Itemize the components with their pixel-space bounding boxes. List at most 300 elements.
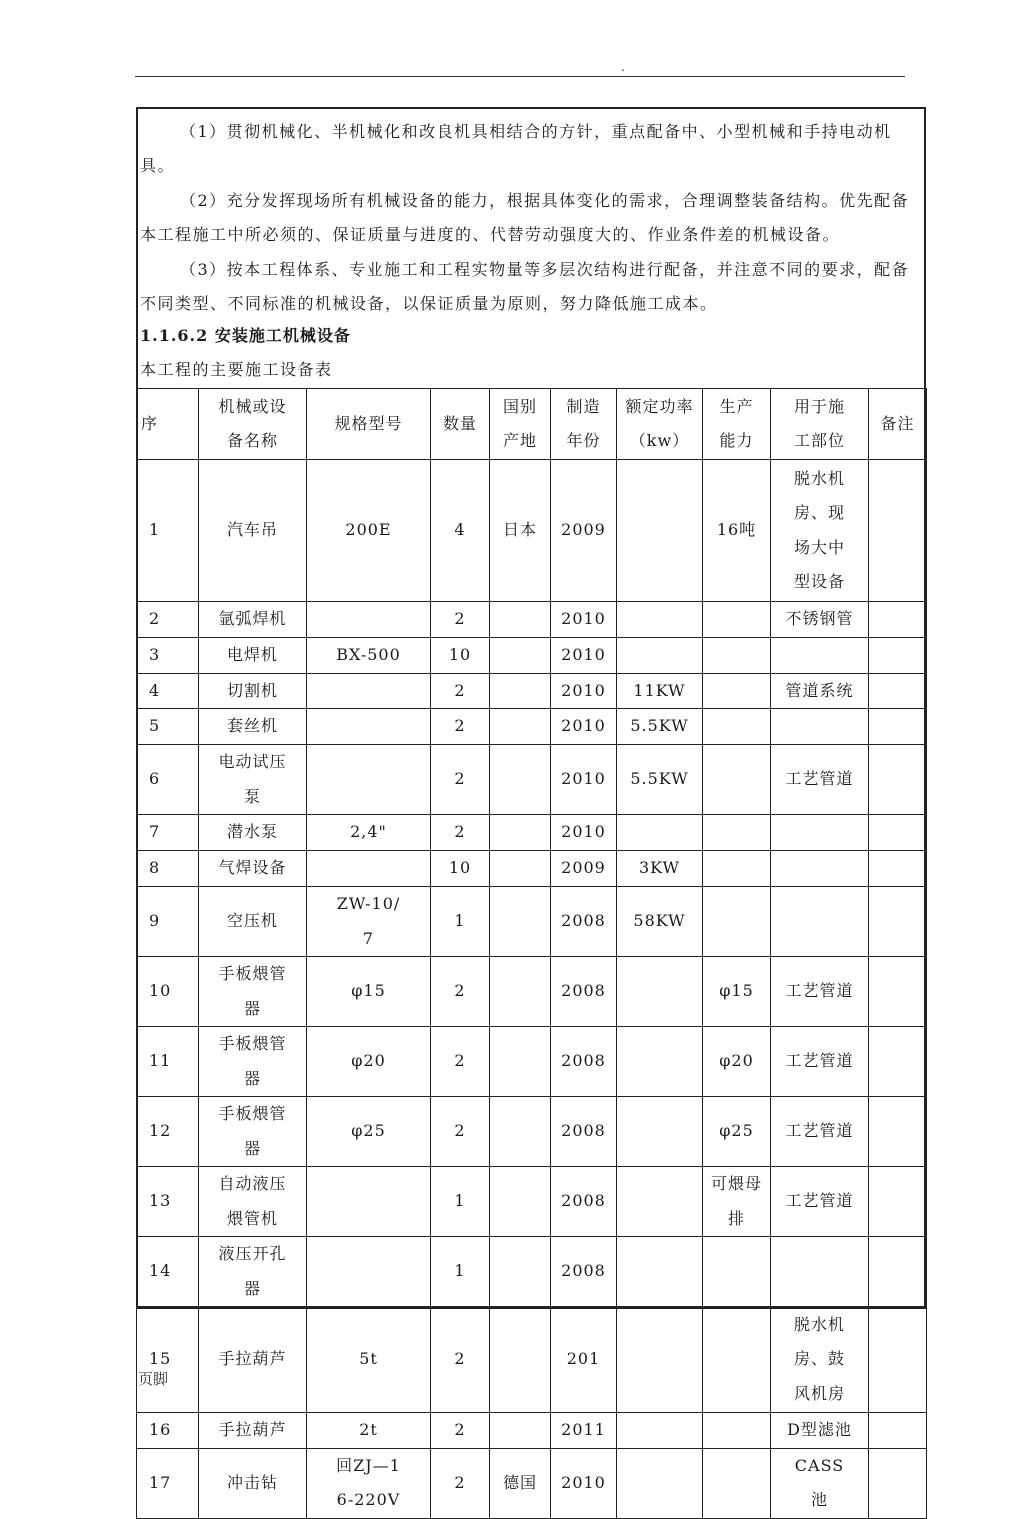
header-name (199, 389, 307, 460)
cell-name-text: 气焊设备 (218, 858, 287, 878)
cell-seq-text: 5 (149, 716, 161, 736)
cell-year (551, 745, 617, 815)
header-qty: 数量 (431, 389, 490, 460)
cell-qty (431, 1167, 490, 1237)
cell-spec (307, 1237, 431, 1307)
header-capacity (703, 389, 771, 460)
cell-year (551, 1413, 617, 1449)
cell-capacity-text: 16吨 (716, 520, 757, 540)
cell-name (199, 1413, 307, 1449)
cell-note (869, 887, 927, 957)
cell-spec-text: BX-500 (336, 645, 401, 664)
cell-qty-text: 2 (454, 680, 466, 700)
header-seq: 序 (137, 389, 199, 460)
cell-qty-text: 2 (454, 822, 466, 842)
cell-seq (137, 887, 199, 957)
cell-origin-text: 日本 (502, 520, 537, 540)
cell-name (199, 815, 307, 851)
cell-usage-text: 脱水机房、鼓风机房 (793, 1314, 845, 1403)
cell-capacity (703, 851, 771, 887)
cell-year-text: 2008 (561, 1261, 606, 1281)
cell-spec-text: 回ZJ—16-220V (336, 1455, 401, 1509)
cell-origin (490, 460, 551, 602)
cell-name (199, 1027, 307, 1097)
cell-spec-text: φ20 (351, 1051, 386, 1071)
header-year (551, 389, 617, 460)
cell-qty-text: 2 (454, 1349, 466, 1369)
cell-capacity-text: 可煨母排 (710, 1174, 762, 1228)
cell-spec-text: 2,4" (350, 822, 387, 842)
table-row (137, 460, 927, 602)
cell-year (551, 460, 617, 602)
cell-note (869, 815, 927, 851)
cell-spec (307, 460, 431, 602)
cell-note (869, 602, 927, 638)
cell-note (869, 709, 927, 745)
cell-power (617, 1027, 703, 1097)
table-row (137, 887, 927, 957)
table-row (137, 815, 927, 851)
cell-capacity (703, 638, 771, 674)
cell-note (869, 1413, 927, 1449)
page-footer: 页脚 (138, 1370, 169, 1388)
cell-usage (771, 460, 869, 602)
table-row (137, 957, 927, 1027)
cell-capacity (703, 1027, 771, 1097)
cell-seq (137, 1307, 199, 1413)
table-row (137, 1167, 927, 1237)
cell-qty (431, 1448, 490, 1518)
cell-qty-text: 2 (454, 1121, 466, 1141)
header-capacity-text: 生产能力 (719, 397, 754, 450)
paragraph-2-text: （2）充分发挥现场所有机械设备的能力，根据具体变化的需求，合理调整装备结构。优先配备本工程施工中所必须的、保证质量与进度的、代替劳动强度大的、作业条件差的机械设备。 (140, 191, 910, 244)
cell-origin (490, 1027, 551, 1097)
cell-power (617, 957, 703, 1027)
cell-usage (771, 602, 869, 638)
cell-note (869, 1027, 927, 1097)
cell-origin (490, 1448, 551, 1518)
cell-year (551, 957, 617, 1027)
cell-qty (431, 1413, 490, 1449)
cell-name-text: 自动液压煨管机 (218, 1174, 287, 1228)
cell-qty (431, 815, 490, 851)
cell-power (617, 673, 703, 709)
cell-origin (490, 638, 551, 674)
cell-power (617, 887, 703, 957)
cell-seq (137, 1027, 199, 1097)
cell-spec-text: φ25 (351, 1121, 386, 1141)
cell-origin (490, 1307, 551, 1413)
cell-note (869, 673, 927, 709)
cell-name (199, 460, 307, 602)
cell-origin (490, 1097, 551, 1167)
cell-year-text: 2010 (561, 680, 606, 700)
cell-year (551, 709, 617, 745)
cell-power-text: 5.5KW (630, 716, 689, 736)
paragraph-1-text: （1）贯彻机械化、半机械化和改良机具相结合的方针，重点配备中、小型机械和手持电动机具。 (140, 122, 892, 175)
cell-power (617, 1307, 703, 1413)
cell-qty (431, 673, 490, 709)
cell-seq-text: 13 (149, 1191, 172, 1211)
cell-seq-text: 7 (149, 822, 161, 842)
cell-seq-text: 2 (149, 609, 161, 629)
cell-usage (771, 745, 869, 815)
cell-year (551, 1448, 617, 1518)
cell-year-text: 2009 (561, 858, 606, 878)
cell-capacity (703, 1448, 771, 1518)
table-row (137, 1307, 927, 1413)
cell-name-text: 切割机 (226, 680, 278, 700)
cell-usage (771, 1097, 869, 1167)
cell-qty (431, 460, 490, 602)
cell-seq-text: 1 (149, 520, 161, 540)
table-row (137, 1237, 927, 1307)
equipment-table (136, 388, 927, 1519)
cell-power-text: 3KW (638, 858, 680, 878)
cell-capacity (703, 887, 771, 957)
cell-name-text: 套丝机 (226, 716, 278, 736)
cell-qty-text: 2 (454, 1420, 466, 1439)
cell-year (551, 673, 617, 709)
cell-spec-text: φ15 (351, 981, 386, 1001)
cell-seq (137, 957, 199, 1027)
table-row (137, 851, 927, 887)
cell-year (551, 638, 617, 674)
cell-spec (307, 1413, 431, 1449)
cell-origin (490, 957, 551, 1027)
table-row (137, 638, 927, 674)
cell-usage-text: 不锈钢管 (785, 609, 854, 629)
cell-note (869, 460, 927, 602)
cell-seq-text: 16 (149, 1420, 172, 1439)
table-header-row (137, 389, 927, 460)
cell-seq (137, 1413, 199, 1449)
cell-capacity (703, 602, 771, 638)
cell-note (869, 1307, 927, 1413)
cell-origin (490, 1167, 551, 1237)
cell-qty-text: 10 (448, 645, 472, 664)
table-row (137, 709, 927, 745)
cell-year-text: 2010 (561, 1472, 606, 1492)
cell-seq-text: 11 (149, 1051, 172, 1071)
cell-qty (431, 602, 490, 638)
cell-usage-text: 管道系统 (785, 680, 854, 700)
cell-seq (137, 1097, 199, 1167)
cell-name (199, 1307, 307, 1413)
cell-year (551, 602, 617, 638)
cell-capacity (703, 1097, 771, 1167)
cell-origin-text: 德国 (502, 1472, 537, 1492)
cell-qty (431, 851, 490, 887)
cell-year-text: 2011 (561, 1420, 606, 1439)
cell-usage (771, 1413, 869, 1449)
cell-spec (307, 673, 431, 709)
cell-usage (771, 815, 869, 851)
header-name-text: 机械或设备名称 (218, 397, 287, 450)
cell-year-text: 2008 (561, 1051, 606, 1071)
cell-qty-text: 2 (454, 1051, 466, 1071)
header-spec: 规格型号 (307, 389, 431, 460)
cell-usage-text: 工艺管道 (785, 981, 854, 1001)
cell-seq (137, 673, 199, 709)
cell-capacity (703, 1413, 771, 1449)
cell-usage (771, 1027, 869, 1097)
cell-name-text: 手板煨管器 (218, 1034, 287, 1088)
table-row (137, 1413, 927, 1449)
cell-name (199, 673, 307, 709)
cell-year (551, 1027, 617, 1097)
cell-spec-text: 200E (345, 520, 392, 540)
cell-capacity (703, 1307, 771, 1413)
cell-usage-text: D型滤池 (787, 1420, 852, 1439)
cell-seq (137, 1237, 199, 1307)
cell-name-text: 手板煨管器 (218, 1104, 287, 1158)
cell-spec (307, 1097, 431, 1167)
paragraph-2 (140, 184, 924, 252)
cell-seq-text: 9 (149, 911, 161, 931)
cell-qty (431, 957, 490, 1027)
cell-usage (771, 638, 869, 674)
cell-origin (490, 709, 551, 745)
cell-year-text: 2008 (561, 1191, 606, 1211)
cell-year-text: 2008 (561, 981, 606, 1001)
cell-note (869, 638, 927, 674)
cell-origin (490, 745, 551, 815)
cell-year-text: 2010 (561, 716, 606, 736)
cell-qty (431, 1237, 490, 1307)
cell-usage (771, 1237, 869, 1307)
cell-spec (307, 815, 431, 851)
cell-power (617, 638, 703, 674)
cell-usage (771, 1448, 869, 1518)
cell-spec (307, 1307, 431, 1413)
cell-origin (490, 887, 551, 957)
header-usage-text: 用于施工部位 (793, 397, 845, 450)
cell-year-text: 2010 (561, 769, 606, 789)
cell-origin (490, 851, 551, 887)
cell-name-text: 冲击钻 (226, 1472, 278, 1492)
cell-seq (137, 851, 199, 887)
cell-seq (137, 1448, 199, 1518)
cell-name (199, 851, 307, 887)
cell-qty-text: 1 (454, 911, 466, 931)
header-note: 备注 (869, 389, 927, 460)
cell-name-text: 液压开孔器 (218, 1244, 287, 1298)
cell-qty (431, 1097, 490, 1167)
header-origin-text: 国别产地 (503, 397, 538, 450)
cell-qty-text: 2 (454, 769, 466, 789)
cell-power (617, 1237, 703, 1307)
cell-usage-text: 脱水机房、现场大中型设备 (793, 468, 845, 591)
cell-qty (431, 709, 490, 745)
paragraph-3 (140, 253, 924, 321)
cell-year-text: 2008 (561, 911, 606, 931)
cell-seq-text: 8 (149, 858, 161, 878)
cell-name-text: 手拉葫芦 (218, 1349, 287, 1369)
section-heading: 1.1.6.2 安装施工机械设备 (140, 326, 351, 345)
cell-qty-text: 2 (454, 1472, 466, 1492)
cell-name-text: 手拉葫芦 (218, 1420, 287, 1439)
cell-note (869, 851, 927, 887)
cell-name-text: 空压机 (226, 911, 278, 931)
cell-capacity (703, 709, 771, 745)
cell-usage (771, 957, 869, 1027)
cell-capacity (703, 460, 771, 602)
cell-seq-text: 6 (149, 769, 161, 789)
cell-usage-text: 工艺管道 (785, 1191, 854, 1211)
paragraph-3-text: （3）按本工程体系、专业施工和工程实物量等多层次结构进行配备，并注意不同的要求，配备不同类型、不同标准的机械设备，以保证质量为原则，努力降低施工成本。 (140, 260, 910, 313)
cell-usage-text: 工艺管道 (785, 1051, 854, 1071)
cell-usage (771, 1307, 869, 1413)
cell-qty (431, 1027, 490, 1097)
cell-usage (771, 851, 869, 887)
cell-origin (490, 673, 551, 709)
table-row (137, 1448, 927, 1518)
cell-spec (307, 638, 431, 674)
cell-power (617, 1097, 703, 1167)
cell-seq-text: 14 (149, 1261, 172, 1281)
cell-capacity-text: φ20 (719, 1051, 754, 1071)
cell-power (617, 602, 703, 638)
header-year-text: 制造年份 (566, 397, 601, 450)
cell-qty (431, 638, 490, 674)
cell-seq-text: 15 (149, 1349, 172, 1369)
cell-capacity (703, 1237, 771, 1307)
cell-spec-text: ZW-10/7 (336, 894, 401, 948)
cell-usage-text: 工艺管道 (785, 769, 854, 789)
header-usage (771, 389, 869, 460)
cell-seq (137, 638, 199, 674)
cell-seq-text: 4 (149, 680, 161, 700)
cell-origin (490, 815, 551, 851)
cell-spec (307, 1027, 431, 1097)
header-mark: . (621, 60, 625, 74)
cell-year (551, 887, 617, 957)
cell-spec (307, 602, 431, 638)
cell-note (869, 1097, 927, 1167)
cell-power-text: 5.5KW (630, 769, 689, 789)
cell-year-text: 2010 (561, 822, 606, 842)
cell-capacity (703, 1167, 771, 1237)
cell-year (551, 1097, 617, 1167)
cell-capacity (703, 745, 771, 815)
cell-seq (137, 709, 199, 745)
cell-name (199, 638, 307, 674)
cell-usage (771, 673, 869, 709)
cell-qty (431, 745, 490, 815)
cell-power-text: 11KW (633, 680, 686, 700)
cell-name-text: 手板煨管器 (218, 964, 287, 1018)
cell-name (199, 1167, 307, 1237)
cell-seq-text: 10 (149, 981, 172, 1001)
cell-power (617, 1413, 703, 1449)
cell-capacity (703, 815, 771, 851)
cell-qty-text: 10 (448, 858, 472, 878)
table-row (137, 1097, 927, 1167)
cell-capacity-text: φ25 (719, 1121, 754, 1141)
cell-year-text: 2010 (561, 645, 606, 664)
cell-qty (431, 1307, 490, 1413)
cell-spec-text: 5t (359, 1349, 378, 1369)
cell-year (551, 851, 617, 887)
cell-name (199, 745, 307, 815)
cell-note (869, 957, 927, 1027)
cell-spec (307, 887, 431, 957)
cell-name (199, 1448, 307, 1518)
cell-qty-text: 2 (454, 981, 466, 1001)
cell-qty-text: 1 (454, 1261, 466, 1281)
cell-year (551, 1307, 617, 1413)
cell-usage (771, 887, 869, 957)
cell-seq (137, 460, 199, 602)
cell-spec (307, 1167, 431, 1237)
cell-power (617, 815, 703, 851)
cell-qty-text: 2 (454, 716, 466, 736)
cell-power (617, 709, 703, 745)
cell-note (869, 1448, 927, 1518)
cell-name-text: 电焊机 (226, 645, 278, 664)
cell-name (199, 602, 307, 638)
cell-spec-text: 2t (359, 1420, 378, 1439)
header-rule (135, 76, 905, 77)
cell-qty-text: 4 (454, 520, 466, 540)
cell-year (551, 1237, 617, 1307)
header-origin (490, 389, 551, 460)
cell-seq (137, 815, 199, 851)
table-row (137, 1027, 927, 1097)
cell-name-text: 电动试压泵 (218, 752, 287, 806)
cell-name-text: 氩弧焊机 (218, 609, 287, 629)
cell-capacity (703, 673, 771, 709)
table-row (137, 673, 927, 709)
cell-spec (307, 957, 431, 1027)
cell-capacity-text: φ15 (719, 981, 754, 1001)
cell-name-text: 潜水泵 (226, 822, 278, 842)
header-power-text: 额定功率（kw） (625, 397, 694, 450)
cell-usage-text: CASS池 (794, 1455, 845, 1509)
cell-seq (137, 1167, 199, 1237)
cell-seq (137, 602, 199, 638)
cell-year-text: 2008 (561, 1121, 606, 1141)
cell-spec (307, 851, 431, 887)
cell-origin (490, 1413, 551, 1449)
cell-spec (307, 745, 431, 815)
cell-year (551, 1167, 617, 1237)
cell-year-text: 2010 (561, 609, 606, 629)
cell-seq-text: 12 (149, 1121, 172, 1141)
cell-power (617, 1167, 703, 1237)
paragraph-1 (140, 115, 924, 183)
cell-spec (307, 709, 431, 745)
cell-usage (771, 709, 869, 745)
cell-name (199, 1097, 307, 1167)
cell-origin (490, 1237, 551, 1307)
table-row (137, 602, 927, 638)
cell-name (199, 709, 307, 745)
cell-year-text: 201 (566, 1349, 601, 1369)
cell-seq (137, 745, 199, 815)
header-power (617, 389, 703, 460)
cell-power-text: 58KW (633, 911, 686, 931)
table-body (137, 460, 927, 1519)
cell-capacity (703, 957, 771, 1027)
cell-qty-text: 2 (454, 609, 466, 629)
table-row (137, 745, 927, 815)
cell-note (869, 745, 927, 815)
cell-power (617, 460, 703, 602)
cell-power (617, 745, 703, 815)
cell-name (199, 887, 307, 957)
